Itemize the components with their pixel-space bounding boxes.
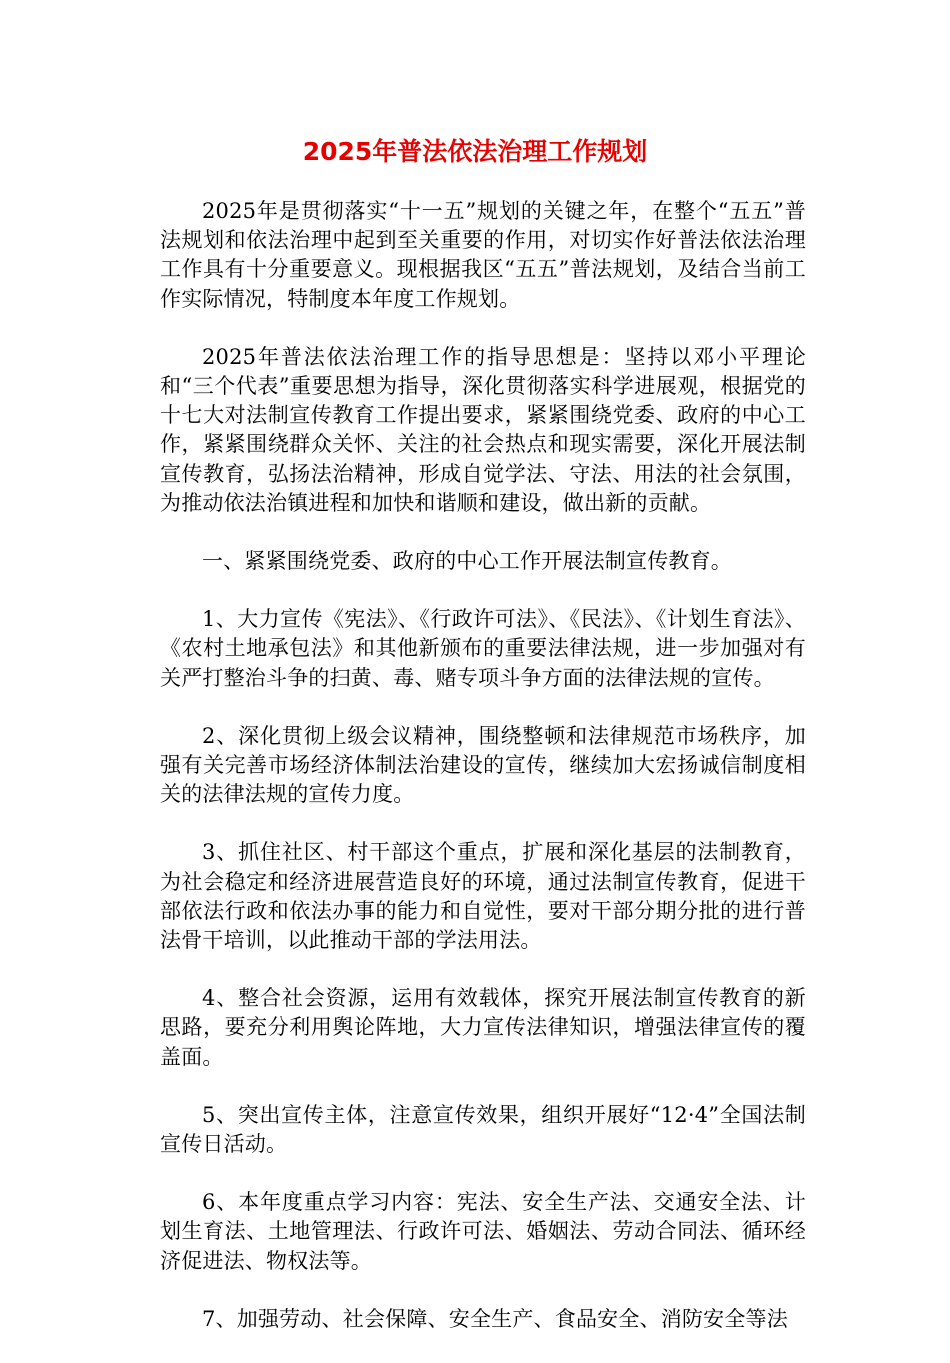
paragraph-intro: 2025年是贯彻落实“十一五”规划的关键之年，在整个“五五”普法规划和依法治理中起到至关重要的作用，对切实作好普法依法治理工作具有十分重要意义。现根据我区“五五”普法规划，及结合当前工作实际情况，特制度本年度工作规划。 [160,199,806,311]
paragraph-item-1: 1、大力宣传《宪法》、《行政许可法》、《民法》、《计划生育法》、《农村土地承包法》和其他新颁布的重要法律法规，进一步加强对有关严打整治斗争的扫黄、毒、赌专项斗争方面的法律法规的宣传。 [160,607,806,690]
paragraph-guiding-ideology: 2025年普法依法治理工作的指导思想是：坚持以邓小平理论和“三个代表”重要思想为指导，深化贯彻落实科学进展观，根据党的十七大对法制宣传教育工作提出要求，紧紧围绕党委、政府的中心工作，紧紧围绕群众关怀、关注的社会热点和现实需要，深化开展法制宣传教育，弘扬法治精神，形成自觉学法、守法、用法的社会氛围，为推动依法治镇进程和加快和谐顺和建设，做出新的贡献。 [160,344,806,515]
paragraph-item-4: 4、整合社会资源，运用有效载体，探究开展法制宣传教育的新思路，要充分利用舆论阵地，大力宣传法律知识，增强法律宣传的覆盖面。 [160,986,806,1069]
paragraph-item-6: 6、本年度重点学习内容：宪法、安全生产法、交通安全法、计划生育法、土地管理法、行政许可法、婚姻法、劳动合同法、循环经济促进法、物权法等。 [160,1190,806,1273]
paragraph-item-5: 5、突出宣传主体，注意宣传效果，组织开展好“12·4”全国法制宣传日活动。 [160,1102,806,1157]
document-title: 2025年普法依法治理工作规划 [302,137,648,166]
paragraph-item-3: 3、抓住社区、村干部这个重点，扩展和深化基层的法制教育，为社会稳定和经济进展营造良好的环境，通过法制宣传教育，促进干部依法行政和依法办事的能力和自觉性，要对干部分期分批的进行普法骨干培训，以此推动干部的学法用法。 [160,840,806,953]
document-body [160,197,806,1363]
paragraph-item-7: 7、加强劳动、社会保障、安全生产、食品安全、消防安全等法 [202,1306,788,1331]
section-heading-1: 一、紧紧围绕党委、政府的中心工作开展法制宣传教育。 [202,549,732,574]
paragraph-item-2: 2、深化贯彻上级会议精神，围绕整顿和法律规范市场秩序，加强有关完善市场经济体制法治建设的宣传，继续加大宏扬诚信制度相关的法律法规的宣传力度。 [160,723,806,807]
